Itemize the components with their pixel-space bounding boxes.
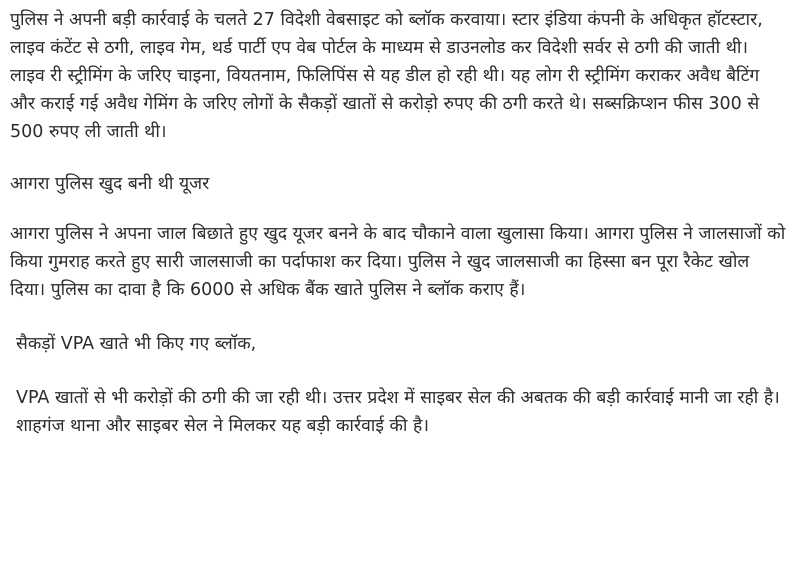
paragraph-vpa-fraud: VPA खातों से भी करोड़ों की ठगी की जा रही थी। उत्तर प्रदेश में साइबर सेल की अबतक की बड़ी कार्रवाई मानी जा रही है। शाहगंज थाना और साइबर सेल ने मिलकर यह बड़ी कार्रवाई की है। (16, 388, 780, 436)
paragraph-website-block: पुलिस ने अपनी बड़ी कार्रवाई के चलते 27 विदेशी वेबसाइट को ब्लॉक करवाया। स्टार इंडिया कंपनी के अधिकृत हॉटस्टार, लाइव कंटेंट से ठगी, लाइव गेम, थर्ड पार्टी एप वेब पोर्टल के माध्यम से डाउनलोड कर विदेशी सर्वर से ठगी की जाती थी। लाइव री स्ट्रीमिंग के जरिए चाइना, वियतनाम, फिलिपिंस से यह डील हो रही थी। यह लोग री स्ट्रीमिंग कराकर अवैध बैटिंग और कराई गई अवैध गेमिंग के जरिए लोगों के सैकड़ों खातों से करोड़ो रुपए की ठगी करते थे। सब्सक्रिप्शन फीस 300 से 500 रुपए ली जाती थी। (10, 10, 763, 142)
subheading-police-user: आगरा पुलिस खुद बनी थी यूजर (10, 174, 210, 194)
subheading-vpa-accounts: सैकड़ों VPA खाते भी किए गए ब्लॉक, (16, 334, 257, 354)
article-body (10, 6, 786, 440)
paragraph-bank-accounts: आगरा पुलिस ने अपना जाल बिछाते हुए खुद यूजर बनने के बाद चौकाने वाला खुलासा किया। आगरा पुलिस ने जालसाजों को किया गुमराह करते हुए सारी जालसाजी का पर्दाफाश कर दिया। पुलिस ने खुद जालसाजी का हिस्सा बन पूरा रैकेट खोल दिया। पुलिस का दावा है कि 6000 से अधिक बैंक खाते पुलिस ने ब्लॉक कराए हैं। (10, 224, 786, 300)
